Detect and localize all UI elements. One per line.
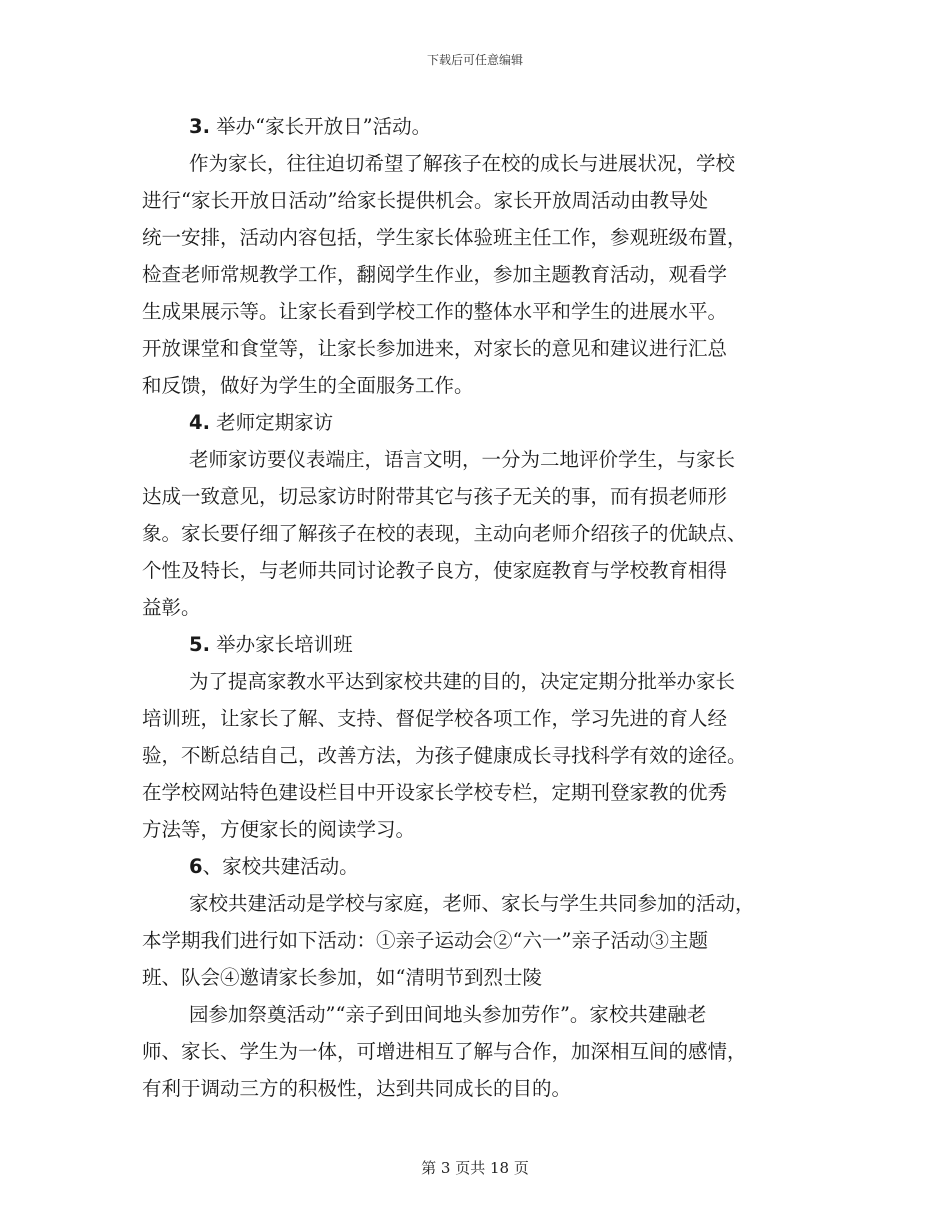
page-header: 下载后可任意编辑 (426, 53, 523, 67)
section-number: 3. (189, 115, 210, 138)
paragraph-line: 检查老师常规教学工作，翻阅学生作业，参加主题教育活动，观看学 (142, 263, 728, 286)
paragraph-line: 生成果展示等。让家长看到学校工作的整体水平和学生的进展水平。 (142, 300, 728, 323)
section-number: 5. (189, 633, 210, 656)
paragraph-first-line: 为了提高家教水平达到家校共建的目的，决定定期分批举办家长 (189, 670, 736, 693)
section-title: 老师定期家访 (209, 411, 334, 434)
paragraph-line: 进行“家长开放日活动”给家长提供机会。家长开放周活动由教导处 (142, 189, 708, 212)
paragraph-line: 象。家长要仔细了解孩子在校的表现，主动向老师介绍孩子的优缺点、 (142, 522, 747, 545)
document-body (142, 108, 812, 1107)
paragraph-line: 师、家长、学生为一体，可增进相互了解与合作，加深相互间的感情， (142, 1040, 747, 1063)
paragraph-line: 培训班，让家长了解、支持、督促学校各项工作，学习先进的育人经 (142, 707, 728, 730)
section-heading (142, 848, 812, 885)
paragraph-line: 班、队会④邀请家长参加，如“清明节到烈士陵 (142, 966, 542, 989)
paragraph-line: 个性及特长，与老师共同讨论教子良方，使家庭教育与学校教育相得 (142, 559, 728, 582)
paragraph-line: 在学校网站特色建设栏目中开设家长学校专栏，定期刊登家教的优秀 (142, 781, 728, 804)
section-number: 6 (189, 855, 203, 878)
paragraph-first-line: 园参加祭奠活动”“亲子到田间地头参加劳作”。家校共建融老 (189, 1003, 707, 1026)
paragraph-first-line: 家校共建活动是学校与家庭，老师、家长与学生共同参加的活动， (189, 892, 755, 915)
section-title: 举办“家长开放日”活动。 (209, 115, 432, 138)
section-heading (142, 404, 812, 441)
paragraph-line: 和反馈，做好为学生的全面服务工作。 (142, 374, 474, 397)
paragraph-first-line: 老师家访要仪表端庄，语言文明，一分为二地评价学生，与家长 (189, 448, 736, 471)
paragraph-first-line: 作为家长，往往迫切希望了解孩子在校的成长与进展状况，学校 (189, 152, 736, 175)
section-number: 4. (189, 411, 210, 434)
paragraph-line: 益彰。 (142, 596, 201, 619)
paragraph-line: 统一安排，活动内容包括，学生家长体验班主任工作，参观班级布置， (142, 226, 747, 249)
paragraph-line: 本学期我们进行如下活动：①亲子运动会②“六一”亲子活动③主题 (142, 929, 708, 952)
section-heading (142, 108, 812, 145)
section-title: 举办家长培训班 (209, 633, 353, 656)
page-footer: 第 3 页共 18 页 (421, 1159, 529, 1177)
paragraph-line: 验，不断总结自己，改善方法，为孩子健康成长寻找科学有效的途径。 (142, 744, 747, 767)
paragraph-line: 开放课堂和食堂等，让家长参加进来，对家长的意见和建议进行汇总 (142, 337, 728, 360)
paragraph-line: 有利于调动三方的积极性，达到共同成长的目的。 (142, 1077, 572, 1100)
section-heading (142, 626, 812, 663)
section-title: 、家校共建活动。 (202, 855, 359, 878)
paragraph-line: 方法等，方便家长的阅读学习。 (142, 818, 416, 841)
paragraph-line: 达成一致意见，切忌家访时附带其它与孩子无关的事，而有损老师形 (142, 485, 728, 508)
